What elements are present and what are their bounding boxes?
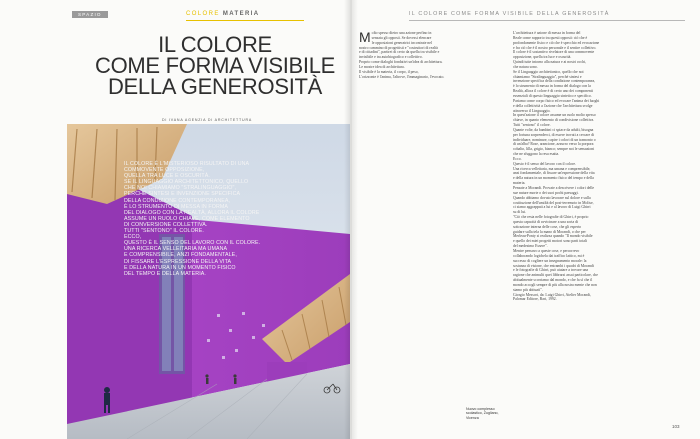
body-line: Ecco. <box>513 156 522 161</box>
body-line: ci siamo aggrappati a lui e al lavoro di Luigi Ghirri <box>513 205 591 210</box>
body-line: chiave, in quanto elemento di condivisione collettiva. <box>513 118 595 123</box>
body-line: le opposizioni generatrici incontrate nel <box>371 40 432 45</box>
body-line: Quindi tutte intorno alla natura e ai nostri occhi, <box>513 60 587 65</box>
body-line: Mentre pensavo a queste cose, e percorrevo <box>513 248 580 253</box>
quote-line: DELLA CONDIZIONE CONTEMPORANEA, <box>124 197 231 204</box>
body-line: Pariamo come corpo fisico ed evocare l'anima dei luoghi <box>513 98 600 103</box>
body-line: e della natura in un momento fisico del tempo e della <box>513 176 594 181</box>
quote-line: IL COLORE È L'MISTERIOSO RISULTATO DI UNA <box>124 161 250 167</box>
body-line: che ne sfuggono la resa esatta. <box>513 152 560 157</box>
body-line: L'orizzonte è l'anima, l'altrove, l'immaginario, l'evocato. <box>359 74 445 79</box>
quote-line: DI FISSARE L'ESPRESSIONE DELLA VITA <box>124 258 232 265</box>
photo-caption: Nuovo complesso scolastico, Zugliano, Vicenza <box>466 407 499 420</box>
body-line: Tutti "sentono" il colore. <box>513 123 551 128</box>
body-line: olto spesso dietro una azione perfino in <box>371 31 432 35</box>
body-line: sottrazione interna delle cose, che gli esperto <box>513 224 582 229</box>
quote-line: CHE NOI CHIAMIAMO "STRALINGUAGGIO", <box>124 185 237 192</box>
body-line: che natura sono. <box>513 64 538 69</box>
body-line: siamo più abituati". <box>513 287 543 292</box>
body-line: costituzione dell'umiltà del post-terremoto in Molise, <box>513 200 594 205</box>
byline: DI IVANA AGENZIA DI ARCHITETTURA <box>162 118 253 122</box>
body-line: Questo è il senso del lavoro con il colore. <box>513 161 576 166</box>
quote-line: SE IL LINGUAGGIO ARCHITETTONICO, QUELLO <box>124 179 249 186</box>
body-line: In quest'azione il colore assume un ruolo molto spesso <box>513 113 596 118</box>
body-line: su di lui. <box>513 210 527 215</box>
body-line: nostro cammino di progettisti e "costruttori di realtà <box>359 45 438 50</box>
quote-line: DEL TEMPO E DELLA MATERIA. <box>124 270 206 277</box>
body-line: Il visibile è la materia, il corpo, il peso, <box>359 69 419 74</box>
text-column-1 <box>359 31 453 79</box>
body-line: "Ciò che resta nelle fotografie di Ghirri, è proprio <box>513 215 589 220</box>
body-line: sue nature morte o dei suoi pochi paesaggi. <box>513 190 579 195</box>
body-line: Quante volte, da bambini ci spiace da adulti, bisogna <box>513 127 594 132</box>
body-line: successo di cogliere un insegnamento morale: la <box>513 258 587 263</box>
body-line: sensata gli opposti. Se dovessi elencare <box>371 35 432 40</box>
body-line: ragione che animulti quei libbrarsi assai particolare, che <box>513 273 598 278</box>
body-line: Pensate a Morandi. Provate a descrivere i colori delle <box>513 186 595 190</box>
quote-line: TUTTI "SENTONO" IL COLORE. <box>124 228 204 235</box>
quote-line: PERCHÉ SINTESI E INVENZIONE SPECIFICA <box>124 191 241 198</box>
body-line: abitualmente scorriamo dal mondo, e che fa sì che il <box>513 278 593 283</box>
body-line: Il colore è il sostantivo rivelatore di una commovente <box>513 50 595 55</box>
quote-line: QUELLA TRA LUCE E OSCURITÀ. <box>124 173 210 180</box>
body-line: L'architettura è azione di messa in forma del <box>513 31 581 35</box>
body-line: Merleau-Ponty si realizza quando "Il mondo visibile <box>513 234 593 239</box>
body-line: essenziali di questo linguaggio sintetico e specifico. <box>513 93 592 98</box>
body-line: anzi fondamentale, di fissare un'espressione della vita <box>513 171 595 176</box>
body-line: è lo strumento di messa in forma del dialogo con la <box>513 84 591 89</box>
quote-line: QUESTO È IL SENSO DEL LAVORO CON IL COLORE. <box>124 240 261 247</box>
pull-quote <box>124 161 334 277</box>
body-line: Una ricerca velleitaria, ma umana e comprensibile, <box>513 166 591 171</box>
body-line: e di cittadini", partirei di certo da quella tra visibile e <box>359 50 440 55</box>
body-line: chiamiamo "Stralinguaggio", perché sintesi e <box>513 74 582 79</box>
quote-line: ASSUME UN RUOLO CHIAVE, COME ELEMENTO <box>124 215 250 222</box>
body-line: e le fotografie di Ghirri, può aiutare a trovare una <box>513 268 589 273</box>
kicker-bold: MATERIA <box>222 11 260 17</box>
body-line: invenzione specifica della condizione contemporanea, <box>513 79 596 84</box>
body-line: questa capacità di avvicinare a una sorta di <box>513 219 579 224</box>
body-line: collaborando logichela dai traffico lattico, mi è <box>513 253 585 258</box>
body-line: Realtà, allora il colore è di certo uno dei componenti <box>513 89 593 94</box>
quote-line: E COMPRENSIBILE, ANZI FONDAMENTALE, <box>124 252 237 259</box>
body-line: e della collettività a l'azione che l'architettura svolge <box>513 103 593 108</box>
kicker-rule <box>186 20 304 21</box>
body-line: materia. <box>513 181 526 186</box>
quote-line: ECCO, <box>124 234 142 241</box>
body-line: Palomar Editore, Bari, 1992. <box>513 297 557 302</box>
body-line: e fra ciò che è il nostro personale e il sentire collettivo. <box>513 45 597 50</box>
body-line: Quando abbiamo dovuto lavorare sul dolore e sulla <box>513 195 591 200</box>
body-line: per fortuna sorprenderci, di essere trovati a cercare di <box>513 132 595 137</box>
body-line: attraverso il Linguaggio. <box>513 108 551 113</box>
quote-line: È LO STRUMENTO DI MESSA IN FORMA <box>124 203 229 210</box>
body-line: e quello dei miei progetti motori sono parti totali <box>513 239 588 244</box>
text-column-2 <box>513 31 675 302</box>
running-header: IL COLORE COME FORMA VISIBILE DELLA GENEROSITÀ <box>409 11 610 17</box>
body-line: invisibile e tra autobiografico e collettivo. <box>359 55 423 60</box>
quote-line: UNA RICERCA VELLEITARIA MA UMANA <box>124 246 228 253</box>
page-number: 103 <box>672 424 680 429</box>
header-rule <box>409 20 685 21</box>
body-line: Reale come rapporto tra questi opposti: ciò che è <box>513 35 588 40</box>
body-line: sostanza di visione, che entrambi i quadri di Morandi <box>513 263 594 268</box>
body-line: individuare, nominare, capire i colori di un tramonto o <box>513 137 596 142</box>
body-line: Proprio come dialoghi fondativi un'idea di architettura. <box>359 60 443 65</box>
body-line: cobalto, lilla, grigio, bianco; sempre noi le sensazioni <box>513 147 595 152</box>
article-title: IL COLORE COME FORMA VISIBILE DELLA GENEROSITÀ <box>94 32 336 99</box>
quote-line: DI CONVERSIONE COLLETTIVA. <box>124 221 208 228</box>
body-line: del medesimo Essere". <box>513 244 548 249</box>
body-line: mondo accogli sempre di più alla nostra mente che non <box>513 282 597 287</box>
body-line: Se il Linguaggio architettonico, quello che noi <box>513 69 584 74</box>
body-line: Le mostre idea di architettura. <box>359 64 405 69</box>
quote-line: DEL DIALOGO CON LA REALTÀ, ALLORA IL COLORE <box>124 209 260 216</box>
body-line: di un'alba? Rose, arancione, azzurro verso la porpora <box>513 142 594 147</box>
body-line: guidare sulla tela la mano di Morandi, o che per <box>513 229 586 234</box>
kicker-prefix: COLORE <box>186 11 223 17</box>
section-tag: SPAZIO <box>72 11 108 18</box>
body-line: opposizione, quella tra luce e oscurità. <box>513 55 572 60</box>
body-line: Giorgio Messori, da: Luigi Ghirri, Atelier Morandi, <box>513 292 592 297</box>
quote-line: COMMOVENTE OPPOSIZIONE, <box>124 167 205 174</box>
body-line: profondamente fisico e ciò che è specchio ed evocazione <box>513 40 600 45</box>
quote-line: E DELLA NATURA IN UN MOMENTO FISICO <box>124 264 236 271</box>
drop-cap: M <box>359 29 371 45</box>
kicker <box>186 11 260 17</box>
